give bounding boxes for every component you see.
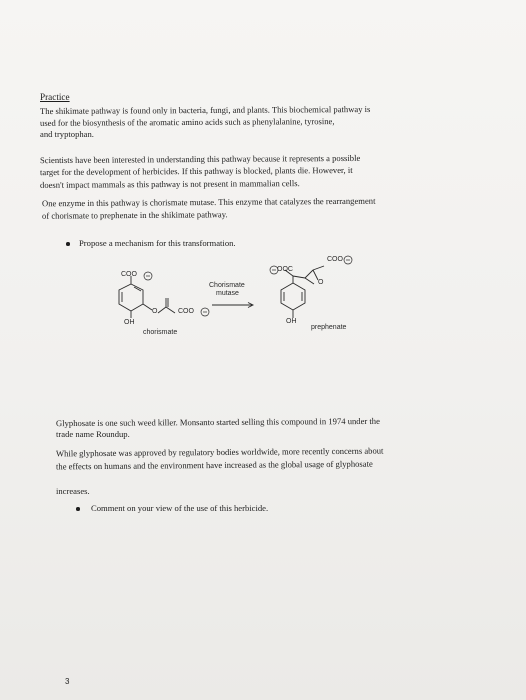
paragraph-line: The shikimate pathway is found only in bacteria, fungi, and plants. This biochemical pathway is: [39, 103, 371, 117]
paragraph-line: trade name Roundup.: [56, 429, 130, 439]
section-heading: Practice: [40, 92, 70, 102]
carboxylate-label: COO: [178, 308, 194, 315]
ether-oxygen-label: O: [152, 308, 158, 315]
paragraph-line: While glyphosate was approved by regulatory bodies worldwide, more recently concerns about: [55, 445, 384, 459]
carboxylate-label: COO: [327, 256, 343, 263]
carboxylate-label: OOC: [277, 266, 293, 273]
hydroxyl-label: OH: [286, 318, 297, 325]
bullet-marker: [76, 507, 80, 511]
carboxylate-label: COO: [121, 271, 137, 278]
paragraph-line: doesn't impact mammals as this pathway is not present in mammalian cells.: [39, 178, 300, 190]
hydroxyl-label: OH: [124, 319, 135, 326]
compound-name-prephenate: prephenate: [311, 324, 347, 331]
paragraph-line: Scientists have been interested in understanding this pathway because it represents a possible: [39, 152, 361, 166]
paragraph-line: used for the biosynthesis of the aromatic amino acids such as phenylalanine, tyrosine,: [39, 116, 335, 128]
paragraph-line: the effects on humans and the environment have increased as the global usage of glyphosate: [55, 458, 373, 472]
paragraph-line: of chorismate to prephenate in the shikimate pathway.: [41, 209, 228, 221]
paragraph-line: target for the development of herbicides. If this pathway is blocked, plants die. However, it: [39, 164, 353, 178]
compound-name-chorismate: chorismate: [143, 329, 178, 336]
paragraph-line: increases.: [56, 486, 90, 496]
paragraph-line: and tryptophan.: [40, 129, 94, 139]
enzyme-label: mutase: [216, 290, 239, 297]
bullet-text-comment: Comment on your view of the use of this herbicide.: [91, 503, 269, 513]
ketone-oxygen-label: O: [318, 279, 324, 286]
enzyme-label: Chorismate: [209, 282, 245, 289]
page-number: 3: [65, 677, 70, 686]
bullet-text-mechanism: Propose a mechanism for this transformation.: [79, 238, 236, 248]
paragraph-line: Glyphosate is one such weed killer. Monsanto started selling this compound in 1974 under the: [55, 415, 380, 429]
chorismate-ring: [119, 284, 143, 311]
prephenate-ring: [281, 283, 305, 310]
paragraph-line: One enzyme in this pathway is chorismate mutase. This enzyme that catalyzes the rearrangement: [41, 195, 376, 209]
